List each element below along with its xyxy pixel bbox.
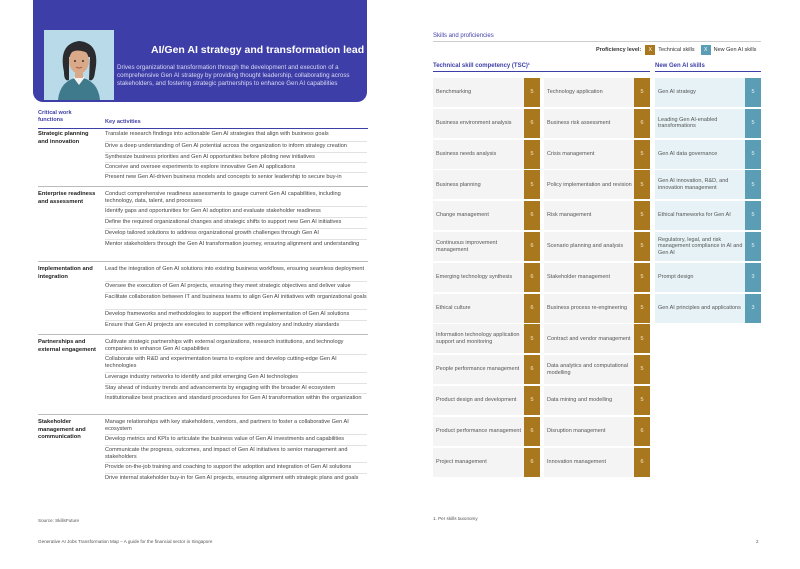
- proficiency-level-badge: 5: [634, 170, 650, 199]
- technical-skills-legend-label: Technical skills: [658, 47, 695, 53]
- proficiency-level-badge: 5: [634, 324, 650, 353]
- proficiency-level-badge: 5: [634, 294, 650, 323]
- gen-ai-skill-cell: [655, 170, 761, 199]
- technical-skill-cell: [433, 417, 540, 446]
- activity-divider: [105, 309, 367, 310]
- skill-name: Benchmarking: [436, 89, 472, 96]
- role-title: AI/Gen AI strategy and transformation lead: [151, 44, 365, 56]
- technical-skill-cell: [433, 386, 540, 415]
- skill-name: Business planning: [436, 181, 481, 188]
- key-activity: Mentor stakeholders through the Gen AI transformation journey, ensuring alignment and understanding: [105, 241, 360, 247]
- key-activity: Synthesize business priorities and Gen AI opportunities before piloting new initiatives: [105, 154, 315, 160]
- key-activity: Provide on-the-job training and coaching to support the adoption and integration of Gen AI solutions: [105, 464, 352, 470]
- table-header-divider: [38, 128, 368, 129]
- technical-skill-cell: [433, 201, 540, 230]
- key-activity: Institutionalize best practices and standard procedures for Gen AI transformation within the organization: [105, 395, 362, 401]
- technical-skill-cell: [544, 140, 650, 169]
- technical-skill-cell: [544, 170, 650, 199]
- activity-divider: [105, 281, 367, 282]
- proficiency-level-badge: 6: [524, 263, 540, 292]
- technical-skill-cell: [544, 448, 650, 477]
- proficiency-level-badge: 5: [634, 355, 650, 384]
- key-activity: Manage relationships with key stakeholders, vendors, and partners to foster a collaborative Gen AI ecosystem: [105, 419, 349, 432]
- skill-name: Continuous improvement management: [436, 239, 498, 253]
- skill-name: Prompt design: [658, 274, 694, 280]
- technical-skill-cell: [433, 232, 540, 261]
- key-activity: Drive internal stakeholder buy-in for Gen AI projects, ensuring alignment with strategic plans and goals: [105, 475, 359, 481]
- skill-name: Project management: [436, 458, 487, 465]
- tsc-column-header: Technical skill competency (TSC)¹: [433, 63, 530, 69]
- proficiency-level-badge: 5: [524, 140, 540, 169]
- skill-name: Gen AI innovation, R&D, and innovation management: [658, 178, 729, 191]
- key-activity: Develop metrics and KPIs to articulate the business value of Gen AI investments and capabilities: [105, 436, 345, 442]
- activity-divider: [105, 228, 367, 229]
- proficiency-level-badge: 6: [524, 417, 540, 446]
- technical-skill-cell: [544, 109, 650, 138]
- skill-name: Information technology application support and monitoring: [436, 332, 520, 345]
- activity-divider: [105, 239, 367, 240]
- proficiency-level-badge: 6: [524, 448, 540, 477]
- skill-name: Emerging technology synthesis: [436, 274, 513, 280]
- gen-ai-header-divider: [655, 71, 761, 72]
- skill-name: Ethical frameworks for Gen AI: [658, 212, 731, 219]
- activity-divider: [105, 206, 367, 207]
- footer-title: Generative AI Jobs Transformation Map – A guide for the financial sector in Singapore: [38, 539, 213, 544]
- skill-name: Data analytics and computational modelling: [547, 363, 629, 376]
- technical-skill-cell: [433, 355, 540, 384]
- skill-name: Innovation management: [547, 458, 607, 465]
- key-activity: Leverage industry networks to identify and pilot emerging Gen AI technologies: [105, 374, 299, 380]
- key-activity: Cultivate strategic partnerships with external organizations, research institutions, and technology companies to enhance Gen AI capabilities: [105, 339, 344, 352]
- work-function-title: Implementation and integration: [38, 266, 93, 280]
- key-activity: Ensure that Gen AI projects are executed in compliance with regulatory and industry standards: [105, 322, 340, 328]
- gen-ai-skill-cell: [655, 201, 761, 230]
- proficiency-level-badge: 5: [634, 263, 650, 292]
- gen-ai-skills-legend-label: New Gen AI skills: [713, 47, 757, 53]
- proficiency-level-badge: 6: [524, 355, 540, 384]
- tsc-header-divider: [433, 71, 650, 72]
- key-activity: Develop tailored solutions to address organizational growth challenges through Gen AI: [105, 230, 319, 236]
- skill-name: Technology application: [547, 89, 603, 96]
- proficiency-level-badge: 6: [524, 232, 540, 261]
- skill-name: Risk management: [547, 212, 592, 219]
- role-header-banner: [33, 0, 367, 102]
- key-activity: Facilitate collaboration between IT and business teams to align Gen AI initiatives with organizational goals: [105, 294, 367, 300]
- skill-name: Business risk assessment: [547, 120, 611, 126]
- work-function-divider: [38, 414, 368, 415]
- proficiency-legend: [596, 44, 756, 56]
- key-activity: Collaborate with R&D and experimentation teams to explore and develop cutting-edge Gen AI technologies: [105, 356, 337, 369]
- technical-skill-cell: [433, 78, 540, 107]
- activity-divider: [105, 372, 367, 373]
- gen-ai-skill-cell: [655, 263, 761, 292]
- activity-divider: [105, 217, 367, 218]
- footnote: 1. Per skills taxonomy: [433, 516, 478, 521]
- key-activity: Lead the integration of Gen AI solutions into existing business workflows, ensuring seamless deployment: [105, 266, 365, 272]
- skill-name: Gen AI data governance: [658, 150, 718, 157]
- proficiency-level-badge: 6: [634, 417, 650, 446]
- key-activity: Communicate the progress, outcomes, and impact of Gen AI initiatives to senior management and stakeholders: [105, 447, 348, 460]
- technical-skill-cell: [433, 294, 540, 323]
- proficiency-level-badge: 6: [634, 109, 650, 138]
- activity-divider: [105, 393, 367, 394]
- technical-skill-cell: [544, 294, 650, 323]
- skill-name: Gen AI strategy: [658, 89, 696, 96]
- skill-name: Ethical culture: [436, 304, 471, 311]
- key-activity: Translate research findings into actionable Gen AI strategies that align with business goals: [105, 131, 329, 137]
- proficiency-level-badge: 6: [634, 448, 650, 477]
- technical-skill-cell: [433, 170, 540, 199]
- skill-name: Crisis management: [547, 150, 595, 157]
- gen-ai-column-header: New Gen AI skills: [655, 63, 705, 69]
- technical-skill-cell: [433, 324, 540, 353]
- activity-divider: [105, 152, 367, 153]
- key-activity: Oversee the execution of Gen AI projects, ensuring they meet strategic objectives and deliver value: [105, 283, 351, 289]
- technical-skill-cell: [544, 201, 650, 230]
- gen-ai-skill-cell: [655, 232, 761, 261]
- activity-divider: [105, 141, 367, 142]
- skill-name: Regulatory, legal, and risk management compliance in AI and Gen AI: [658, 236, 743, 256]
- key-activity: Conduct comprehensive readiness assessments to gauge current Gen AI capabilities, including technology, data, talent, and processes: [105, 191, 341, 204]
- proficiency-level-badge: 5: [745, 232, 761, 261]
- technical-skill-cell: [544, 324, 650, 353]
- key-activity: Present new Gen AI-driven business models and concepts to senior leadership to secure buy-in: [105, 174, 342, 180]
- skill-name: Business needs analysis: [436, 150, 497, 157]
- role-portrait-image: [44, 30, 114, 100]
- skill-name: Leading Gen AI-enabled transformations: [658, 116, 718, 130]
- skills-section-divider: [433, 41, 761, 42]
- key-activity: Conceive and oversee experiments to explore innovative Gen AI applications: [105, 164, 296, 170]
- activity-divider: [105, 473, 367, 474]
- work-function-divider: [38, 334, 368, 335]
- skill-name: Business process re-engineering: [547, 304, 628, 311]
- technical-skill-cell: [544, 417, 650, 446]
- activity-divider: [105, 354, 367, 355]
- work-function-title: Enterprise readiness and assessment: [38, 191, 96, 205]
- proficiency-level-badge: 5: [634, 140, 650, 169]
- activity-divider: [105, 383, 367, 384]
- activity-divider: [105, 462, 367, 463]
- skill-name: Scenario planning and analysis: [547, 243, 624, 250]
- activity-divider: [105, 162, 367, 163]
- technical-skill-cell: [433, 448, 540, 477]
- gen-ai-skill-cell: [655, 294, 761, 323]
- proficiency-level-badge: 5: [634, 201, 650, 230]
- work-function-divider: [38, 186, 368, 187]
- key-activity: Identify gaps and opportunities for Gen AI adoption and evaluate stakeholder readiness: [105, 208, 321, 214]
- activity-divider: [105, 292, 367, 293]
- skill-name: Business environment analysis: [436, 120, 512, 126]
- technical-skill-cell: [544, 386, 650, 415]
- proficiency-level-badge: 5: [524, 324, 540, 353]
- proficiency-level-badge: 6: [524, 294, 540, 323]
- skill-name: People performance management: [436, 366, 520, 373]
- technical-skill-cell: [544, 78, 650, 107]
- work-function-title: Partnerships and external engagement: [38, 339, 96, 353]
- critical-work-functions-header: Critical work functions: [38, 110, 72, 123]
- page-number: 2: [756, 539, 759, 544]
- proficiency-level-badge: 5: [745, 109, 761, 138]
- gen-ai-skills-swatch: X: [701, 45, 711, 55]
- proficiency-label: Proficiency level:: [596, 47, 642, 53]
- technical-skill-cell: [544, 355, 650, 384]
- technical-skill-cell: [433, 109, 540, 138]
- skill-name: Contract and vendor management: [547, 335, 631, 342]
- activity-divider: [105, 320, 367, 321]
- skill-name: Data mining and modelling: [547, 397, 613, 404]
- proficiency-level-badge: 5: [524, 170, 540, 199]
- work-function-title: Stakeholder management and communication: [38, 419, 86, 441]
- gen-ai-skill-cell: [655, 78, 761, 107]
- technical-skill-cell: [544, 232, 650, 261]
- proficiency-level-badge: 3: [745, 294, 761, 323]
- activity-divider: [105, 172, 367, 173]
- key-activity: Stay ahead of industry trends and advancements by engaging with the broader AI ecosystem: [105, 385, 336, 391]
- key-activity: Develop frameworks and methodologies to support the efficient implementation of Gen AI solutions: [105, 311, 350, 317]
- proficiency-level-badge: 6: [524, 109, 540, 138]
- skill-name: Product performance management: [436, 428, 521, 434]
- activity-divider: [105, 434, 367, 435]
- skill-name: Product design and development: [436, 397, 517, 404]
- proficiency-level-badge: 6: [524, 201, 540, 230]
- proficiency-level-badge: 5: [524, 386, 540, 415]
- key-activity: Define the required organizational changes and strategic shifts to support new Gen AI initiatives: [105, 219, 342, 225]
- source-note: Source: SkillsFuture: [38, 518, 80, 523]
- technical-skill-cell: [433, 140, 540, 169]
- proficiency-level-badge: 5: [634, 386, 650, 415]
- gen-ai-skill-cell: [655, 109, 761, 138]
- proficiency-level-badge: 5: [745, 201, 761, 230]
- proficiency-level-badge: 5: [745, 78, 761, 107]
- proficiency-level-badge: 5: [634, 232, 650, 261]
- skills-section-label: Skills and proficiencies: [433, 33, 494, 39]
- work-function-divider: [38, 261, 368, 262]
- proficiency-level-badge: 5: [745, 170, 761, 199]
- key-activities-header: Key activities: [105, 119, 141, 125]
- technical-skill-cell: [544, 263, 650, 292]
- skill-name: Change management: [436, 212, 489, 219]
- technical-skills-swatch: X: [645, 45, 655, 55]
- skill-name: Stakeholder management: [547, 274, 610, 280]
- work-function-title: Strategic planning and innovation: [38, 131, 89, 145]
- proficiency-level-badge: 5: [745, 140, 761, 169]
- activity-divider: [105, 445, 367, 446]
- proficiency-level-badge: 5: [634, 78, 650, 107]
- skill-name: Gen AI principles and applications: [658, 304, 741, 311]
- skill-name: Policy implementation and revision: [547, 181, 632, 188]
- key-activity: Drive a deep understanding of Gen AI potential across the organization to inform strategy creation: [105, 143, 347, 149]
- role-description: Drives organizational transformation through the development and execution of a comprehensive Gen AI strategy by providing thought leadership, collaborating across stakeholders, and fostering strategic partnerships to enhance Gen AI capabilities: [117, 64, 350, 88]
- skill-name: Disruption management: [547, 428, 606, 434]
- proficiency-level-badge: 5: [524, 78, 540, 107]
- technical-skill-cell: [433, 263, 540, 292]
- proficiency-level-badge: 3: [745, 263, 761, 292]
- gen-ai-skill-cell: [655, 140, 761, 169]
